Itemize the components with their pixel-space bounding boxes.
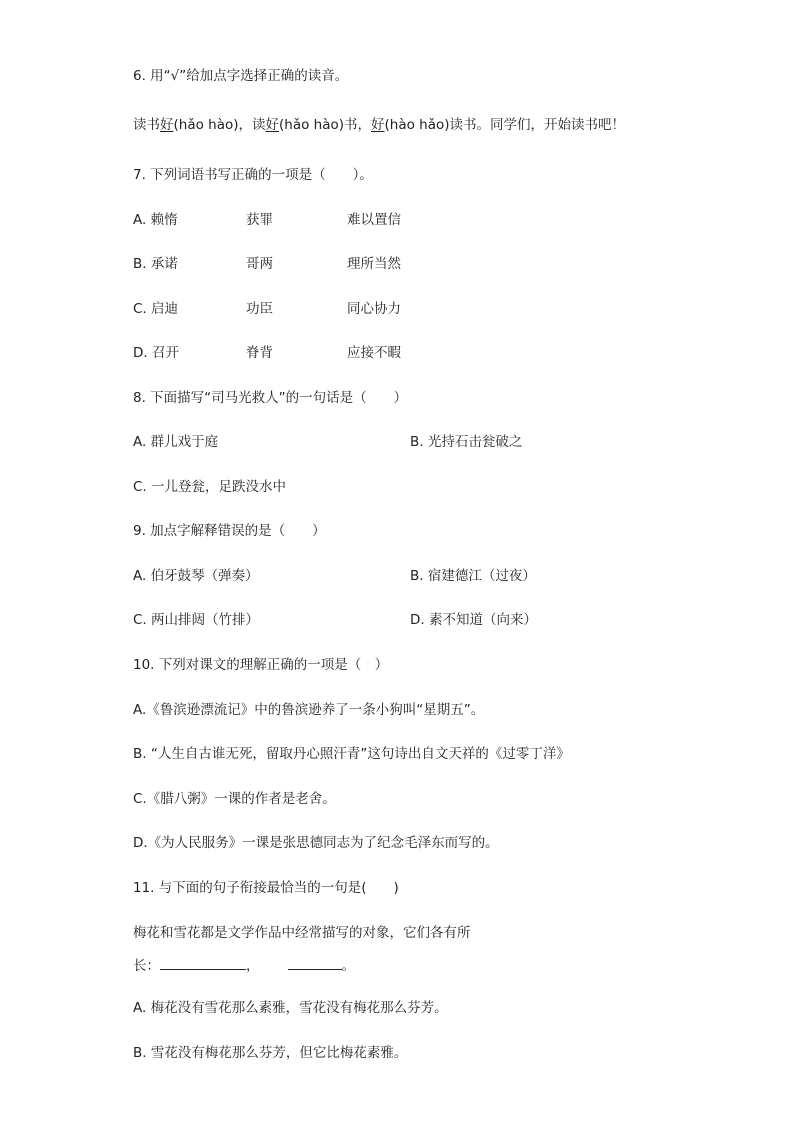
q8-title: 8. 下面描写“司马光救人”的一句话是（ ） [133,390,408,406]
q7-option-c-word3: 同心协力 [347,301,401,317]
q6-dotted-char-1: 好 [160,117,174,133]
q10-option-b: B. “人生自古谁无死，留取丹心照汗青”这句诗出自文天祥的《过零丁洋》 [133,746,570,762]
q7-option-d-word3: 应接不暇 [347,345,401,361]
q6-part-4: (hào hǎo)读书。同学们，开始读书吧！ [384,117,626,133]
q6-part-2: (hǎo hào)，读 [173,117,266,133]
q11-stem-comma: ， [246,958,260,974]
q9-option-c: C. 两山排闼（竹排） [133,612,260,628]
q11-option-b: B. 雪花没有梅花那么芬芳，但它比梅花素雅。 [133,1045,408,1061]
q9-option-d: D. 素不知道（向来） [410,612,537,628]
q7-option-b-word1: B. 承诺 [133,256,178,272]
q11-stem-period: 。 [341,958,355,974]
q7-option-d-word2: 脊背 [246,345,273,361]
q6-sentence [133,116,625,134]
q7-option-c-word2: 功臣 [246,301,273,317]
q7-option-c-word1: C. 启迪 [133,301,179,317]
q6-part-1: 读书 [133,117,160,133]
q10-option-d: D.《为人民服务》一课是张思德同志为了纪念毛泽东而写的。 [133,835,499,851]
q11-stem-prefix: 长： [133,958,160,974]
q11-title: 11. 与下面的句子衔接最恰当的一句是( ) [133,880,399,896]
q9-title: 9. 加点字解释错误的是（ ） [133,523,326,539]
q6-title: 6. 用“√”给加点字选择正确的读音。 [133,68,349,84]
q8-option-b: B. 光持石击瓮破之 [410,434,523,450]
q7-option-d-word1: D. 召开 [133,345,179,361]
q6-part-3: (hǎo hào)书， [279,117,372,133]
q11-blank-2 [288,955,342,970]
q6-dotted-char-3: 好 [371,117,385,133]
q9-option-a: A. 伯牙鼓琴（弹奏） [133,568,259,584]
q11-stem-line1: 梅花和雪花都是文学作品中经常描写的对象，它们各有所 [133,925,471,941]
q7-title: 7. 下列词语书写正确的一项是（ ）。 [133,167,373,183]
q8-option-a: A. 群儿戏于庭 [133,434,219,450]
q9-option-b: B. 宿建德江（过夜） [410,568,536,584]
q11-stem-line2 [133,955,355,975]
q11-blank-1 [160,955,246,970]
q7-option-b-word3: 理所当然 [347,256,401,272]
q7-option-a-word1: A. 赖惰 [133,212,178,228]
q11-option-a: A. 梅花没有雪花那么素雅，雪花没有梅花那么芬芳。 [133,1000,448,1016]
q6-dotted-char-2: 好 [265,117,280,133]
q7-option-a-word2: 获罪 [246,212,273,228]
q7-option-b-word2: 哥两 [246,256,273,272]
q8-option-c: C. 一儿登瓮，足跌没水中 [133,479,287,495]
q10-title: 10. 下列对课文的理解正确的一项是（ ） [133,657,389,673]
q10-option-a: A.《鲁滨逊漂流记》中的鲁滨逊养了一条小狗叫“星期五”。 [133,702,485,718]
q10-option-c: C.《腊八粥》一课的作者是老舍。 [133,791,336,807]
q7-option-a-word3: 难以置信 [347,212,401,228]
